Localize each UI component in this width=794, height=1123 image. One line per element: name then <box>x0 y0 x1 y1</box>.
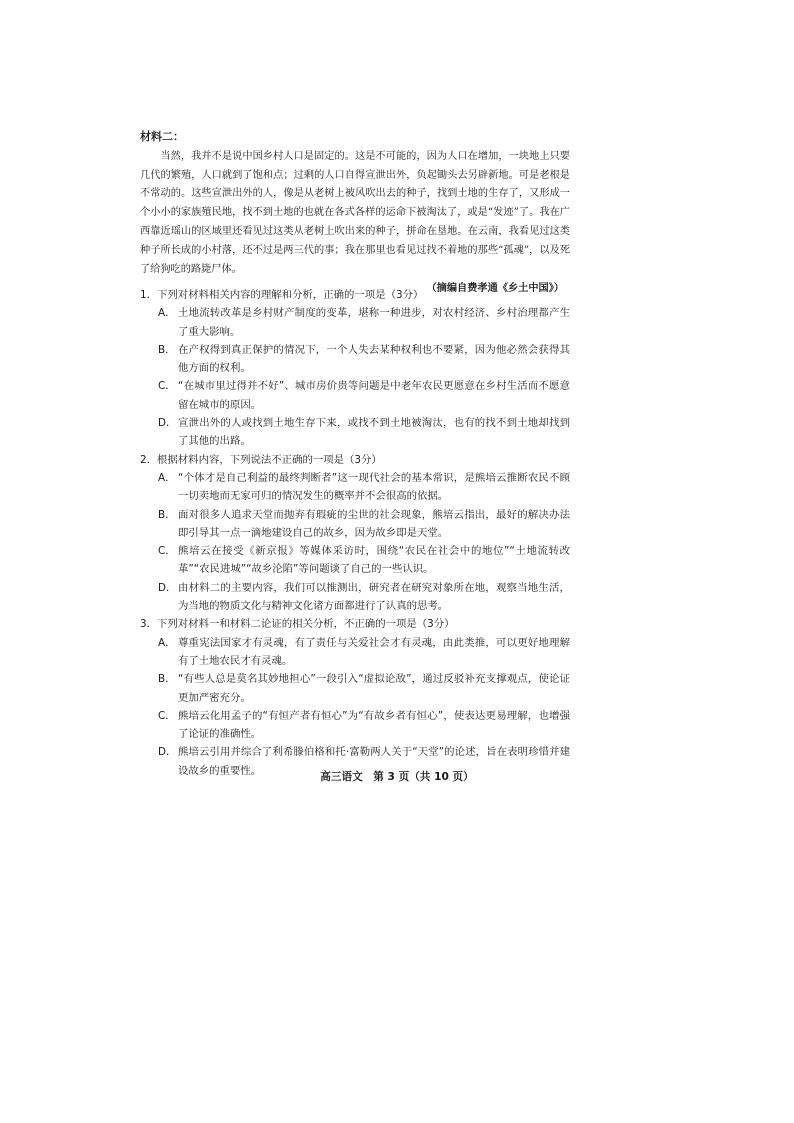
page-footer: 高三语文 第 3 页（共 10 页） <box>320 771 474 783</box>
option-letter: B． <box>158 673 176 686</box>
option-text: “在城市里过得并不好”、城市房价贵等问题是中老年农民更愿意在乡村生活而不愿意留在城市的原因。 <box>178 380 570 411</box>
option-c <box>140 542 570 579</box>
option-b <box>140 506 570 543</box>
option-text: 在产权得到真正保护的情况下，一个人失去某种权利也不要紧，因为他必然会获得其他方面的权利。 <box>178 343 570 375</box>
option-text: 熊培云化用孟子的“有恒产者有恒心”为“有故乡者有恒心”，使表达更易理解，也增强了论证的准确性。 <box>178 709 570 741</box>
question-1 <box>140 286 570 451</box>
option-text: 宣泄出外的人或找到土地生存下来，或找不到土地被淘汰，也有的找不到土地却找到了其他的出路。 <box>178 417 570 448</box>
material-source: （摘编自费孝通《乡土中国》） <box>426 282 564 295</box>
question-stem: 1．下列对材料相关内容的理解和分析，正确的一项是（3分） <box>140 289 424 301</box>
option-text: 熊培云引用并综合了利希滕伯格和托·富勒两人关于“天堂”的论述，旨在表明珍惜并建设故乡的重要性。 <box>178 746 570 777</box>
question-2 <box>140 451 570 616</box>
option-letter: A． <box>158 307 176 320</box>
option-letter: D． <box>158 746 177 759</box>
option-a <box>140 469 570 506</box>
material-paragraph: 当然，我并不是说中国乡村人口是固定的。这是不可能的，因为人口在增加，一块地上只要几代的繁殖，人口就到了饱和点；过剩的人口自得宣泄出外，负起锄头去另辟新地。可是老根是不常动的。这些宣泄出外的人，像是从老树上被风吹出去的种子，找到土地的生存了，又形成一个小小的家族殖民地，找不到土地的也就在各式各样的运命下被淘汰了，或是“发迹”了。我在广西靠近瑶山的区域里还看见过这类从老树上吹出来的种子，拼命在垦地。在云南，我看见过这类种子所长成的小村落，还不过是两三代的事；我在那里也看见过找不着地的那些“孤魂”，以及死了给狗吃的路毙尸体。 <box>140 150 570 275</box>
option-a <box>140 304 570 341</box>
question-3 <box>140 615 570 780</box>
option-letter: B． <box>158 343 176 356</box>
option-text: “有些人总是莫名其妙地担心”一段引入“虚拟论敌”，通过反驳补充支撑观点，使论证更加严密充分。 <box>178 673 570 704</box>
question-stem: 3．下列对材料一和材料二论证的相关分析，不正确的一项是（3分） <box>140 618 455 631</box>
option-text: 由材料二的主要内容，我们可以推测出，研究者在研究对象所在地，观察当地生活，为当地的物质文化与精神文化诸方面都进行了认真的思考。 <box>178 581 570 613</box>
option-b <box>140 341 570 378</box>
option-letter: A． <box>158 471 176 484</box>
question-stem: 2．根据材料内容，下列说法不正确的一项是（3分） <box>140 453 382 466</box>
option-text: 熊培云在接受《新京报》等媒体采访时，围绕“农民在社会中的地位”“土地流转改革”“农民进城”“故乡沦陷”等问题谈了自己的一些认识。 <box>178 545 570 576</box>
option-letter: B． <box>158 508 176 521</box>
option-letter: D． <box>158 417 177 430</box>
material-two-section <box>140 128 570 298</box>
option-d <box>140 414 570 451</box>
option-letter: D． <box>158 581 177 594</box>
option-text: 土地流转改革是乡村财产制度的变革，堪称一种进步，对农村经济、乡村治理都产生了重大影响。 <box>178 307 570 338</box>
option-text: 尊重宪法国家才有灵魂，有了责任与关爱社会才有灵魂，由此类推，可以更好地理解有了土地农民才有灵魂。 <box>178 636 570 667</box>
option-d <box>140 579 570 616</box>
option-letter: A． <box>158 636 176 649</box>
option-c <box>140 707 570 744</box>
option-text: 面对很多人追求天堂而抛弃有瑕疵的尘世的社会现象，熊培云指出，最好的解决办法即引导其一点一滴地建设自己的故乡，因为故乡即是天堂。 <box>178 508 570 539</box>
option-letter: C． <box>158 380 176 393</box>
questions-section <box>140 286 570 780</box>
option-letter: C． <box>158 545 176 558</box>
option-letter: C． <box>158 709 176 722</box>
option-a <box>140 634 570 671</box>
option-text: “个体才是自己利益的最终判断者”这一现代社会的基本常识，是熊培云推断农民不顾一切卖地而无家可归的情况发生的概率并不会很高的依据。 <box>178 471 570 503</box>
option-c <box>140 377 570 414</box>
material-heading: 材料二： <box>140 130 184 143</box>
option-b <box>140 670 570 707</box>
